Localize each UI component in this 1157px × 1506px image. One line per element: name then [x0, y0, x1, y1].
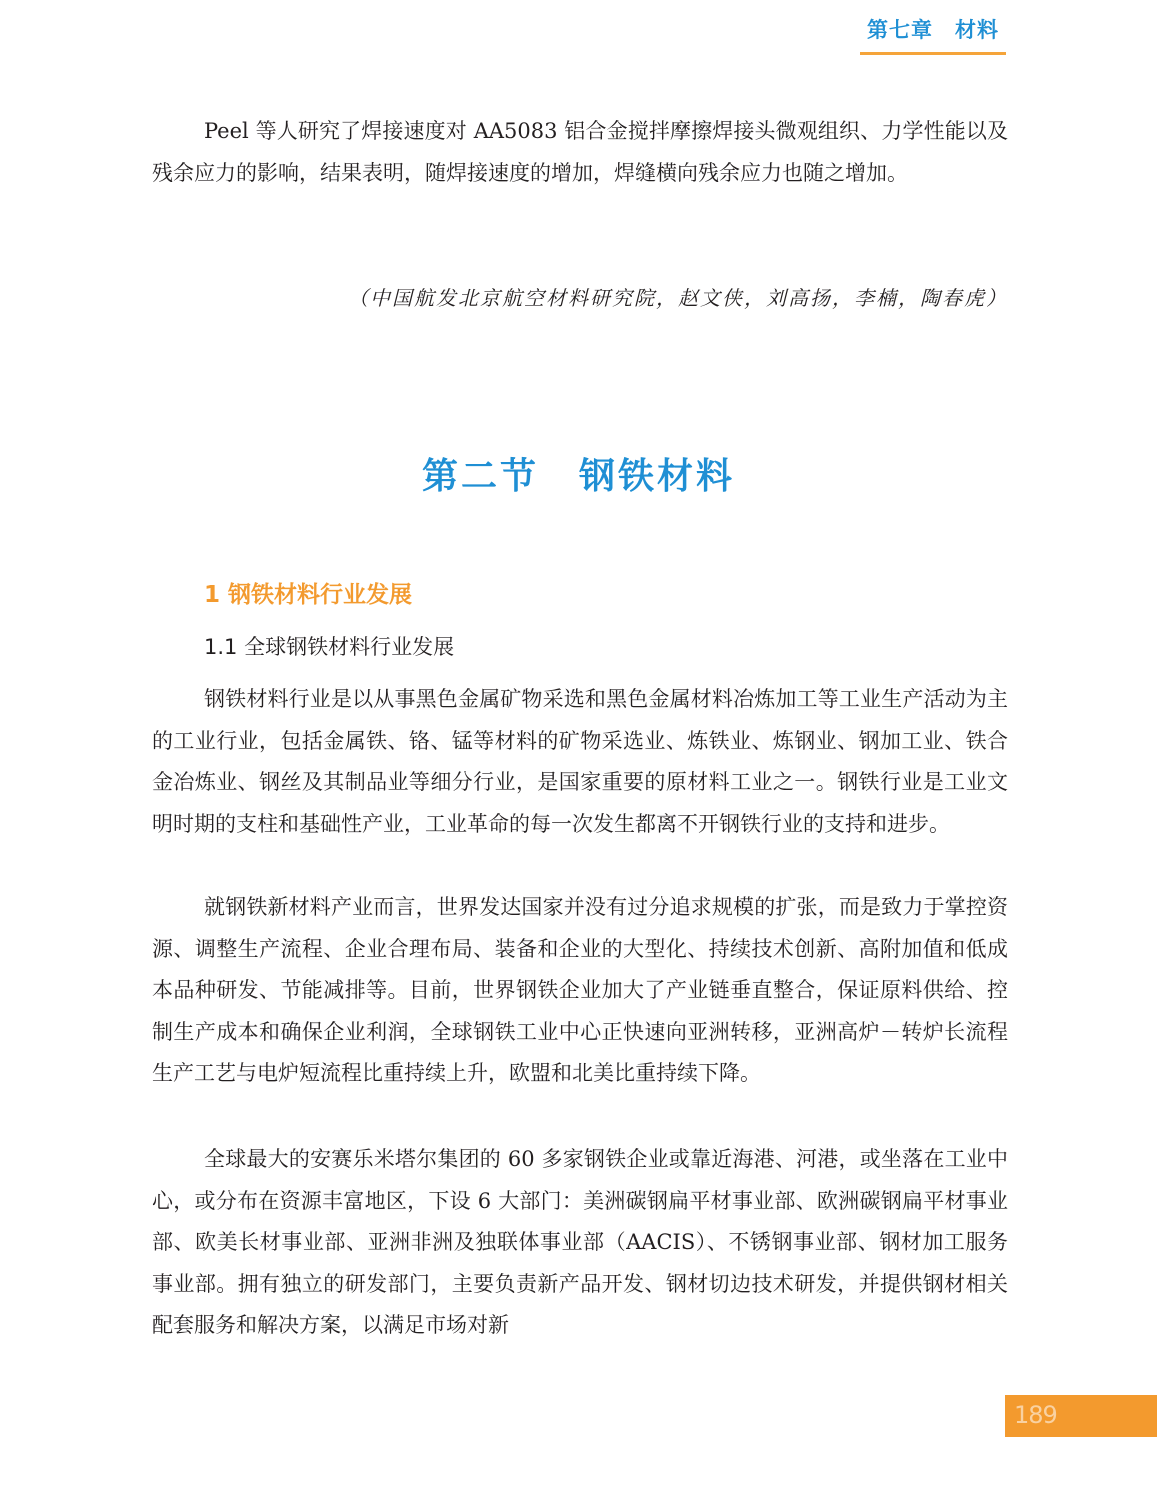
running-header	[860, 14, 1006, 55]
body-paragraph: 就钢铁新材料产业而言，世界发达国家并没有过分追求规模的扩张，而是致力于掌控资源、调整生产流程、企业合理布局、装备和企业的大型化、持续技术创新、高附加值和低成本品种研发、节能减排等。目前，世界钢铁企业加大了产业链垂直整合，保证原料供给、控制生产成本和确保企业利润，全球钢铁工业中心正快速向亚洲转移，亚洲高炉－转炉长流程生产工艺与电炉短流程比重持续上升，欧盟和北美比重持续下降。	[152, 895, 1008, 1085]
body-paragraph: 全球最大的安赛乐米塔尔集团的 60 多家钢铁企业或靠近海港、河港，或坐落在工业中心，或分布在资源丰富地区，下设 6 大部门：美洲碳钢扁平材事业部、欧洲碳钢扁平材事业部、欧美长材事业部、亚洲非洲及独联体事业部（AACIS）、不锈钢事业部、钢材加工服务事业部。拥有独立的研发部门，主要负责新产品开发、钢材切边技术研发，并提供钢材相关配套服务和解决方案，以满足市场对新	[152, 1147, 1008, 1337]
body-paragraph: 钢铁材料行业是以从事黑色金属矿物采选和黑色金属材料冶炼加工等工业生产活动为主的工业行业，包括金属铁、铬、锰等材料的矿物采选业、炼铁业、炼钢业、钢加工业、铁合金冶炼业、钢丝及其制品业等细分行业，是国家重要的原材料工业之一。钢铁行业是工业文明时期的支柱和基础性产业，工业革命的每一次发生都离不开钢铁行业的支持和进步。	[152, 687, 1008, 836]
page-number: 189	[1014, 1401, 1057, 1429]
heading-level-2: 1.1 全球钢铁材料行业发展	[204, 635, 455, 659]
section-title	[0, 448, 1157, 499]
heading-level-1: 1 钢铁材料行业发展	[204, 582, 413, 608]
page-number-tab	[1005, 1395, 1157, 1437]
attribution: （中国航发北京航空材料研究院，赵文侠，刘高扬，李楠，陶春虎）	[348, 286, 1008, 310]
chapter-topic: 材料	[955, 18, 999, 42]
intro-paragraph: Peel 等人研究了焊接速度对 AA5083 铝合金搅拌摩擦焊接头微观组织、力学性能以及残余应力的影响，结果表明，随焊接速度的增加，焊缝横向残余应力也随之增加。	[152, 119, 1008, 185]
section-name: 钢铁材料	[579, 456, 736, 497]
chapter-label: 第七章	[867, 18, 933, 42]
section-number: 第二节	[421, 456, 539, 497]
